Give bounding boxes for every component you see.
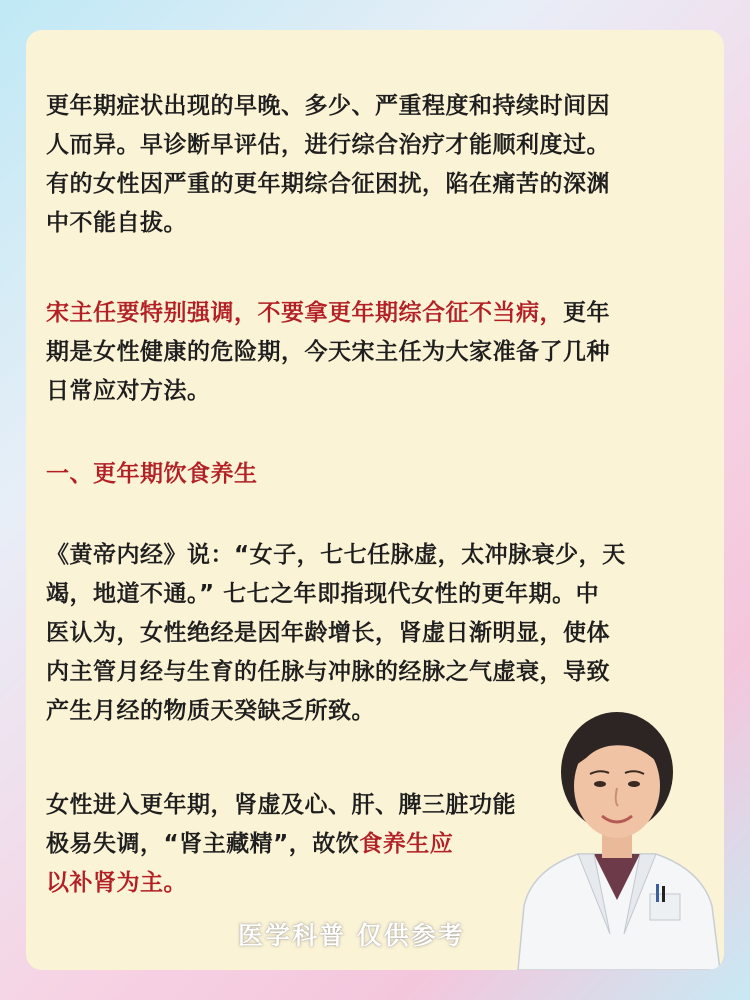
paragraph-line: 《黄帝内经》说：“女子，七七任脉虚，太冲脉衰少，天 [46,542,626,568]
highlight-text: 宋主任要特别强调，不要拿更年期综合征不当病， [46,300,563,326]
paragraph-line: 更年期症状出现的早晚、多少、严重程度和持续时间因 [46,93,610,119]
paragraph-line: 中不能自拔。 [46,210,187,236]
highlight-text: 食养生应 [359,831,454,857]
diet-paragraph [46,786,536,903]
paragraph-line [46,825,536,864]
paragraph-line: 竭，地道不通。” 七七之年即指现代女性的更年期。中 [46,581,600,607]
paragraph-line: 日常应对方法。 [46,378,211,404]
section-heading: 一、更年期饮食养生 [46,461,258,487]
paragraph-line [46,294,706,333]
doctor-portrait-icon [510,694,724,970]
paragraph-line: 有的女性因严重的更年期综合征困扰，陷在痛苦的深渊 [46,171,610,197]
paragraph-text: 极易失调，“肾主藏精”，故饮 [46,831,360,857]
paragraph-line: 医认为，女性绝经是因年龄增长，肾虚日渐明显，使体 [46,620,610,646]
paragraph-line: 期是女性健康的危险期，今天宋主任为大家准备了几种 [46,339,610,365]
intro-paragraph [46,87,706,243]
emphasis-paragraph [46,294,706,411]
paragraph-line: 女性进入更年期，肾虚及心、肝、脾三脏功能 [46,792,516,818]
disclaimer-label: 医学科普 仅供参考 [238,921,465,950]
highlight-text: 以补肾为主。 [46,870,187,896]
paragraph-line: 产生月经的物质天癸缺乏所致。 [46,698,375,724]
paragraph-line: 人而异。早诊断早评估，进行综合治疗才能顺利度过。 [46,132,610,158]
paragraph-text: 更年 [563,300,610,326]
paragraph-line: 内主管月经与生育的任脉与冲脉的经脉之气虚衰，导致 [46,659,610,685]
content-card [26,30,724,970]
